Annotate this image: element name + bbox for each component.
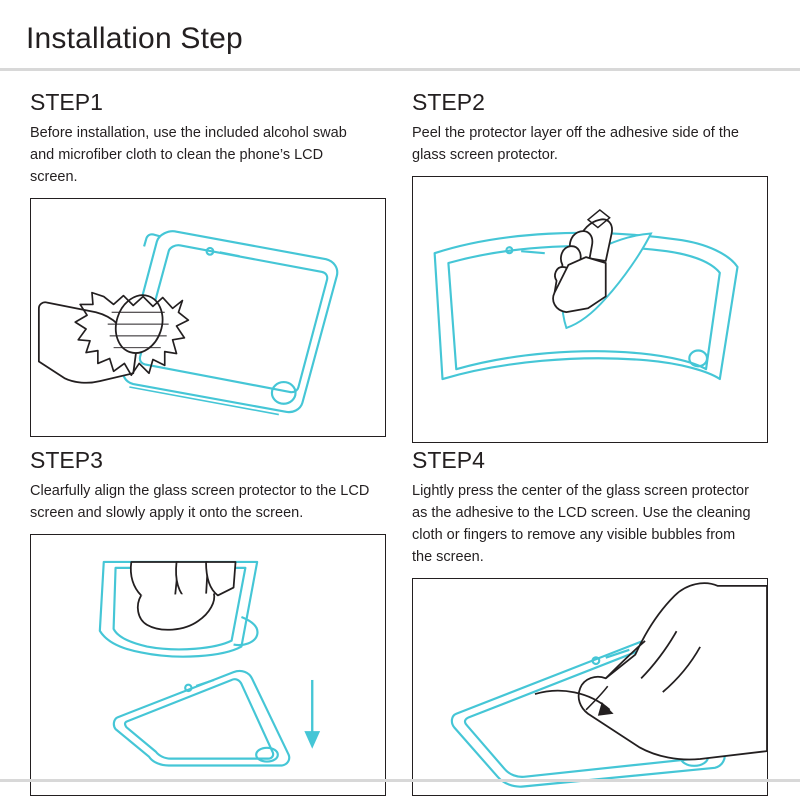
step-3-description: Clearfully align the glass screen protector to the LCD screen and slowly apply it onto the screen. [30,482,370,521]
step-4-title: STEP4 [412,446,485,473]
page-title: Installation Step [26,22,243,55]
phone-with-cleaning-cloth-icon [31,199,385,435]
step-1-illustration [30,198,386,436]
steps-grid [0,71,800,800]
step-1-title: STEP1 [30,89,103,115]
step-2-illustration [412,176,768,442]
step-2-title: STEP2 [412,89,485,115]
step-card-4 [400,443,782,800]
step-2-description: Peel the protector layer off the adhesive side of the glass screen protector. [412,125,739,164]
step-3-title: STEP3 [30,446,103,473]
peeling-protector-film-icon [413,177,767,441]
pressing-center-of-protector-icon [413,579,767,795]
footer-divider [0,779,800,782]
aligning-protector-onto-phone-icon [31,535,385,795]
step-3-illustration [30,534,386,796]
step-4-illustration [412,578,768,796]
step-1-description: Before installation, use the included alcohol swab and microfiber cloth to clean the phone’s LCD screen. [30,125,347,186]
step-card-2 [400,85,782,443]
step-card-1 [18,85,400,443]
step-card-3 [18,443,400,800]
step-4-description: Lightly press the center of the glass screen protector as the adhesive to the LCD screen. Use the cleaning cloth or fingers to remove any visible bubbles from the screen. [412,482,751,565]
